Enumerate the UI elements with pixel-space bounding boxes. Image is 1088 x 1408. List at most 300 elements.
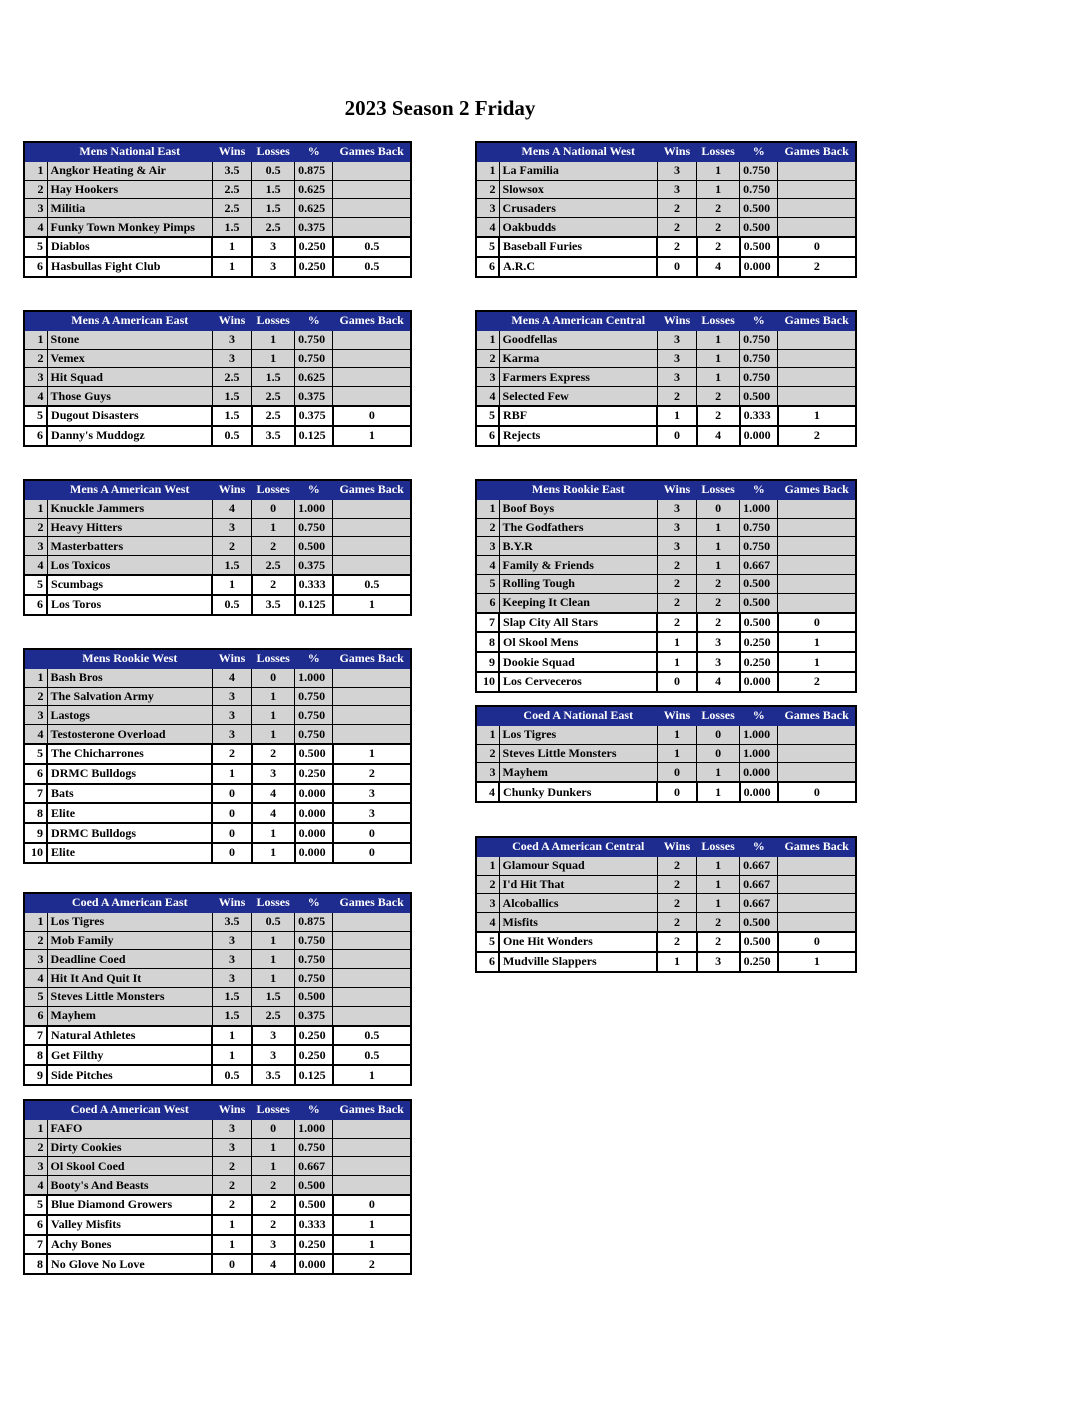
column-header: Losses	[252, 649, 295, 668]
pct-cell: 0.333	[295, 575, 333, 595]
division-title: Mens Rookie East	[499, 480, 657, 499]
column-header: Losses	[252, 480, 295, 499]
losses-cell: 1	[252, 518, 295, 537]
rank-cell: 6	[476, 257, 499, 277]
table-row	[24, 687, 411, 706]
rank-cell: 8	[476, 632, 499, 652]
pct-cell: 0.000	[740, 763, 778, 782]
losses-cell: 0	[252, 1119, 295, 1138]
team-name: Dookie Squad	[499, 652, 657, 672]
losses-cell: 1	[697, 537, 740, 556]
wins-cell: 3	[212, 687, 251, 706]
column-header: Games Back	[778, 311, 856, 330]
column-header: Games Back	[778, 706, 856, 725]
rank-cell: 9	[24, 1065, 47, 1085]
pct-cell: 0.000	[295, 803, 333, 823]
column-header: %	[740, 480, 778, 499]
pct-cell: 0.000	[295, 843, 333, 863]
wins-cell: 1	[212, 1026, 251, 1046]
rank-cell: 5	[476, 574, 499, 593]
rank-cell: 6	[476, 952, 499, 972]
table-row	[476, 556, 856, 575]
team-name: Crusaders	[499, 199, 657, 218]
games-back-cell	[333, 668, 411, 687]
page-title: 2023 Season 2 Friday	[344, 96, 536, 120]
losses-cell: 2	[252, 537, 295, 556]
team-name: Hit It And Quit It	[47, 969, 212, 988]
losses-cell: 3.5	[252, 1065, 295, 1085]
team-name: Farmers Express	[499, 368, 657, 387]
table-row	[24, 706, 411, 725]
rank-cell: 3	[476, 763, 499, 782]
wins-cell: 2	[657, 218, 696, 237]
pct-cell: 0.125	[295, 595, 333, 615]
rank-cell: 3	[24, 537, 47, 556]
rank-cell: 3	[24, 950, 47, 969]
losses-cell: 1	[697, 330, 740, 349]
rank-cell: 6	[24, 764, 47, 784]
pct-cell: 0.375	[295, 387, 333, 406]
table-row	[24, 803, 411, 823]
team-name: Stone	[47, 330, 212, 349]
table-row	[24, 237, 411, 257]
team-name: Bats	[47, 784, 212, 804]
wins-cell: 0	[657, 426, 696, 446]
table-row	[476, 161, 856, 180]
rank-cell: 3	[476, 368, 499, 387]
wins-cell: 3	[657, 537, 696, 556]
table-row	[476, 894, 856, 913]
games-back-cell: 0	[333, 843, 411, 863]
column-header: Wins	[657, 837, 696, 856]
rank-cell: 3	[476, 199, 499, 218]
table-row	[476, 952, 856, 972]
wins-cell: 2	[212, 1195, 251, 1215]
losses-cell: 1	[252, 950, 295, 969]
rank-cell: 8	[24, 1254, 47, 1274]
rank-cell: 1	[24, 499, 47, 518]
games-back-cell: 0	[778, 613, 856, 633]
losses-cell: 1.5	[252, 987, 295, 1006]
column-header: Wins	[657, 142, 696, 161]
wins-cell: 0.5	[212, 1065, 251, 1085]
games-back-cell: 1	[778, 652, 856, 672]
team-name: Mudville Slappers	[499, 952, 657, 972]
wins-cell: 3	[657, 330, 696, 349]
games-back-cell: 0.5	[333, 1045, 411, 1065]
table-row	[24, 1195, 411, 1215]
games-back-cell: 2	[333, 764, 411, 784]
division-title: Mens Rookie West	[47, 649, 212, 668]
wins-cell: 0	[657, 672, 696, 692]
losses-cell: 2.5	[252, 556, 295, 575]
games-back-cell: 0.5	[333, 1026, 411, 1046]
column-header: Games Back	[333, 893, 411, 912]
games-back-cell	[333, 1006, 411, 1025]
losses-cell: 4	[697, 257, 740, 277]
rank-cell: 5	[24, 237, 47, 257]
division-title: Mens A American East	[47, 311, 212, 330]
standings-table	[23, 648, 412, 864]
rank-cell: 7	[476, 613, 499, 633]
rank-cell: 4	[24, 969, 47, 988]
pct-cell: 0.250	[740, 632, 778, 652]
pct-cell: 0.625	[295, 199, 333, 218]
wins-cell: 1	[212, 237, 251, 257]
table-row	[24, 161, 411, 180]
wins-cell: 4	[212, 668, 251, 687]
losses-cell: 2.5	[252, 387, 295, 406]
team-name: Masterbatters	[47, 537, 212, 556]
pct-cell: 0.750	[740, 161, 778, 180]
pct-cell: 1.000	[295, 499, 333, 518]
wins-cell: 2	[657, 199, 696, 218]
games-back-cell: 1	[333, 1065, 411, 1085]
table-row	[24, 950, 411, 969]
pct-cell: 0.750	[295, 950, 333, 969]
team-name: Bash Bros	[47, 668, 212, 687]
losses-cell: 2	[252, 1176, 295, 1195]
wins-cell: 2.5	[212, 368, 251, 387]
table-row	[24, 1065, 411, 1085]
wins-cell: 3.5	[212, 912, 251, 931]
table-row	[476, 652, 856, 672]
rank-cell: 6	[24, 595, 47, 615]
games-back-cell: 0	[333, 1195, 411, 1215]
rank-cell: 2	[476, 180, 499, 199]
rank-cell: 7	[24, 784, 47, 804]
pct-cell: 0.750	[295, 349, 333, 368]
wins-cell: 2	[657, 556, 696, 575]
pct-cell: 1.000	[295, 1119, 333, 1138]
table-row	[24, 499, 411, 518]
rank-cell: 1	[476, 330, 499, 349]
games-back-cell	[778, 387, 856, 406]
division-title: Mens A American Central	[499, 311, 657, 330]
rank-cell: 2	[24, 687, 47, 706]
rank-cell: 4	[476, 913, 499, 932]
pct-cell: 1.000	[295, 668, 333, 687]
table-row	[476, 782, 856, 802]
table-row	[476, 518, 856, 537]
pct-cell: 0.667	[740, 556, 778, 575]
games-back-cell	[778, 856, 856, 875]
games-back-cell: 0	[778, 932, 856, 952]
team-name: Ol Skool Mens	[499, 632, 657, 652]
games-back-cell	[333, 950, 411, 969]
table-row	[476, 349, 856, 368]
wins-cell: 2	[212, 744, 251, 764]
rank-cell: 7	[24, 1235, 47, 1255]
games-back-cell	[778, 499, 856, 518]
losses-cell: 0	[252, 499, 295, 518]
games-back-cell	[333, 912, 411, 931]
losses-cell: 1	[697, 763, 740, 782]
wins-cell: 2	[657, 574, 696, 593]
wins-cell: 2	[657, 932, 696, 952]
table-row	[476, 875, 856, 894]
header-rank-cell	[24, 480, 47, 499]
table-row	[24, 426, 411, 446]
table-row	[24, 330, 411, 349]
games-back-cell: 0.5	[333, 237, 411, 257]
losses-cell: 1	[697, 180, 740, 199]
losses-cell: 2	[697, 574, 740, 593]
column-header: Games Back	[778, 142, 856, 161]
losses-cell: 1	[697, 161, 740, 180]
team-name: Achy Bones	[47, 1235, 212, 1255]
table-row	[24, 1215, 411, 1235]
column-header: Losses	[697, 480, 740, 499]
pct-cell: 0.625	[295, 368, 333, 387]
pct-cell: 0.500	[740, 237, 778, 257]
rank-cell: 5	[476, 406, 499, 426]
rank-cell: 4	[476, 782, 499, 802]
wins-cell: 0	[657, 782, 696, 802]
column-header: Wins	[657, 480, 696, 499]
table-row	[24, 1138, 411, 1157]
games-back-cell	[778, 574, 856, 593]
column-header: %	[295, 893, 333, 912]
table-row	[24, 1254, 411, 1274]
column-header: Losses	[252, 1100, 295, 1119]
losses-cell: 0	[697, 725, 740, 744]
games-back-cell	[333, 725, 411, 744]
team-name: B.Y.R	[499, 537, 657, 556]
losses-cell: 1	[697, 556, 740, 575]
division-title: Mens A National West	[499, 142, 657, 161]
team-name: Keeping It Clean	[499, 593, 657, 612]
games-back-cell	[333, 1176, 411, 1195]
games-back-cell	[333, 199, 411, 218]
team-name: Knuckle Jammers	[47, 499, 212, 518]
table-row	[24, 1026, 411, 1046]
wins-cell: 2	[657, 913, 696, 932]
games-back-cell	[778, 725, 856, 744]
team-name: Los Tigres	[47, 912, 212, 931]
pct-cell: 0.500	[295, 744, 333, 764]
losses-cell: 2	[697, 199, 740, 218]
wins-cell: 2.5	[212, 199, 251, 218]
wins-cell: 0	[212, 823, 251, 843]
rank-cell: 6	[24, 426, 47, 446]
table-row	[476, 330, 856, 349]
table-row	[24, 518, 411, 537]
pct-cell: 1.000	[740, 499, 778, 518]
pct-cell: 0.667	[740, 875, 778, 894]
table-row	[24, 823, 411, 843]
wins-cell: 1	[657, 952, 696, 972]
pct-cell: 0.750	[740, 180, 778, 199]
pct-cell: 0.625	[295, 180, 333, 199]
games-back-cell: 2	[778, 672, 856, 692]
losses-cell: 2	[252, 1215, 295, 1235]
losses-cell: 0	[697, 744, 740, 763]
games-back-cell	[333, 987, 411, 1006]
table-row	[24, 744, 411, 764]
wins-cell: 3	[212, 706, 251, 725]
rank-cell: 3	[24, 706, 47, 725]
games-back-cell: 0	[333, 406, 411, 426]
games-back-cell	[778, 180, 856, 199]
pct-cell: 0.250	[740, 652, 778, 672]
table-row	[476, 387, 856, 406]
losses-cell: 1.5	[252, 199, 295, 218]
team-name: One Hit Wonders	[499, 932, 657, 952]
games-back-cell	[333, 180, 411, 199]
standings-table	[23, 310, 412, 447]
column-header: %	[740, 142, 778, 161]
pct-cell: 0.500	[295, 1195, 333, 1215]
losses-cell: 2.5	[252, 406, 295, 426]
division-title: Coed A American East	[47, 893, 212, 912]
column-header: Losses	[252, 893, 295, 912]
table-row	[24, 575, 411, 595]
team-name: Slowsox	[499, 180, 657, 199]
games-back-cell: 1	[333, 744, 411, 764]
pct-cell: 0.667	[740, 894, 778, 913]
column-header: %	[295, 480, 333, 499]
table-row	[476, 406, 856, 426]
pct-cell: 0.000	[740, 782, 778, 802]
games-back-cell	[778, 875, 856, 894]
rank-cell: 4	[476, 556, 499, 575]
rank-cell: 2	[24, 931, 47, 950]
pct-cell: 0.875	[295, 161, 333, 180]
table-row	[476, 744, 856, 763]
table-row	[24, 969, 411, 988]
team-name: DRMC Bulldogs	[47, 764, 212, 784]
column-header: %	[740, 706, 778, 725]
team-name: Goodfellas	[499, 330, 657, 349]
team-name: Side Pitches	[47, 1065, 212, 1085]
games-back-cell	[778, 218, 856, 237]
table-row	[476, 913, 856, 932]
rank-cell: 6	[476, 593, 499, 612]
wins-cell: 1	[212, 1235, 251, 1255]
standings-table	[475, 836, 857, 973]
table-row	[24, 931, 411, 950]
team-name: Militia	[47, 199, 212, 218]
pct-cell: 0.375	[295, 218, 333, 237]
wins-cell: 0.5	[212, 426, 251, 446]
wins-cell: 1.5	[212, 406, 251, 426]
team-name: Hay Hookers	[47, 180, 212, 199]
games-back-cell	[778, 763, 856, 782]
pct-cell: 0.375	[295, 556, 333, 575]
team-name: FAFO	[47, 1119, 212, 1138]
rank-cell: 2	[476, 349, 499, 368]
team-name: Diablos	[47, 237, 212, 257]
table-row	[476, 368, 856, 387]
games-back-cell	[778, 161, 856, 180]
wins-cell: 1	[212, 575, 251, 595]
team-name: Glamour Squad	[499, 856, 657, 875]
losses-cell: 3	[697, 952, 740, 972]
team-name: Scumbags	[47, 575, 212, 595]
rank-cell: 5	[24, 987, 47, 1006]
team-name: Mayhem	[47, 1006, 212, 1025]
table-row	[476, 632, 856, 652]
column-header: Losses	[697, 706, 740, 725]
games-back-cell: 0	[778, 237, 856, 257]
losses-cell: 4	[697, 426, 740, 446]
standings-table	[475, 310, 857, 447]
table-row	[24, 199, 411, 218]
losses-cell: 4	[697, 672, 740, 692]
wins-cell: 3	[657, 499, 696, 518]
team-name: La Familia	[499, 161, 657, 180]
wins-cell: 2.5	[212, 180, 251, 199]
pct-cell: 0.500	[740, 913, 778, 932]
rank-cell: 5	[24, 1195, 47, 1215]
games-back-cell	[778, 349, 856, 368]
team-name: Blue Diamond Growers	[47, 1195, 212, 1215]
wins-cell: 0	[212, 843, 251, 863]
games-back-cell	[778, 330, 856, 349]
team-name: Dirty Cookies	[47, 1138, 212, 1157]
table-row	[24, 180, 411, 199]
column-header: Games Back	[778, 480, 856, 499]
rank-cell: 3	[24, 368, 47, 387]
team-name: Natural Athletes	[47, 1026, 212, 1046]
games-back-cell	[333, 969, 411, 988]
team-name: Los Cerveceros	[499, 672, 657, 692]
losses-cell: 1	[697, 875, 740, 894]
table-row	[476, 574, 856, 593]
games-back-cell	[333, 556, 411, 575]
rank-cell: 1	[24, 912, 47, 931]
column-header: Wins	[212, 142, 251, 161]
pct-cell: 0.375	[295, 406, 333, 426]
wins-cell: 3.5	[212, 161, 251, 180]
wins-cell: 3	[657, 349, 696, 368]
division-title: Coed A National East	[499, 706, 657, 725]
table-row	[476, 593, 856, 612]
pct-cell: 0.750	[740, 537, 778, 556]
games-back-cell	[333, 1157, 411, 1176]
losses-cell: 0	[252, 668, 295, 687]
games-back-cell	[333, 368, 411, 387]
table-row	[24, 1045, 411, 1065]
rank-cell: 6	[476, 426, 499, 446]
header-rank-cell	[476, 480, 499, 499]
wins-cell: 2	[212, 1157, 251, 1176]
wins-cell: 3	[212, 931, 251, 950]
games-back-cell	[333, 330, 411, 349]
pct-cell: 0.750	[295, 518, 333, 537]
losses-cell: 2	[252, 1195, 295, 1215]
table-row	[24, 218, 411, 237]
pct-cell: 0.333	[740, 406, 778, 426]
wins-cell: 4	[212, 499, 251, 518]
wins-cell: 1	[657, 632, 696, 652]
wins-cell: 0	[657, 763, 696, 782]
pct-cell: 0.667	[740, 856, 778, 875]
wins-cell: 1	[212, 764, 251, 784]
games-back-cell: 1	[333, 1215, 411, 1235]
wins-cell: 1.5	[212, 1006, 251, 1025]
rank-cell: 3	[476, 537, 499, 556]
team-name: Mayhem	[499, 763, 657, 782]
team-name: Hit Squad	[47, 368, 212, 387]
wins-cell: 1	[657, 652, 696, 672]
rank-cell: 1	[476, 499, 499, 518]
pct-cell: 0.125	[295, 1065, 333, 1085]
losses-cell: 2.5	[252, 218, 295, 237]
games-back-cell: 0.5	[333, 575, 411, 595]
pct-cell: 0.750	[295, 706, 333, 725]
